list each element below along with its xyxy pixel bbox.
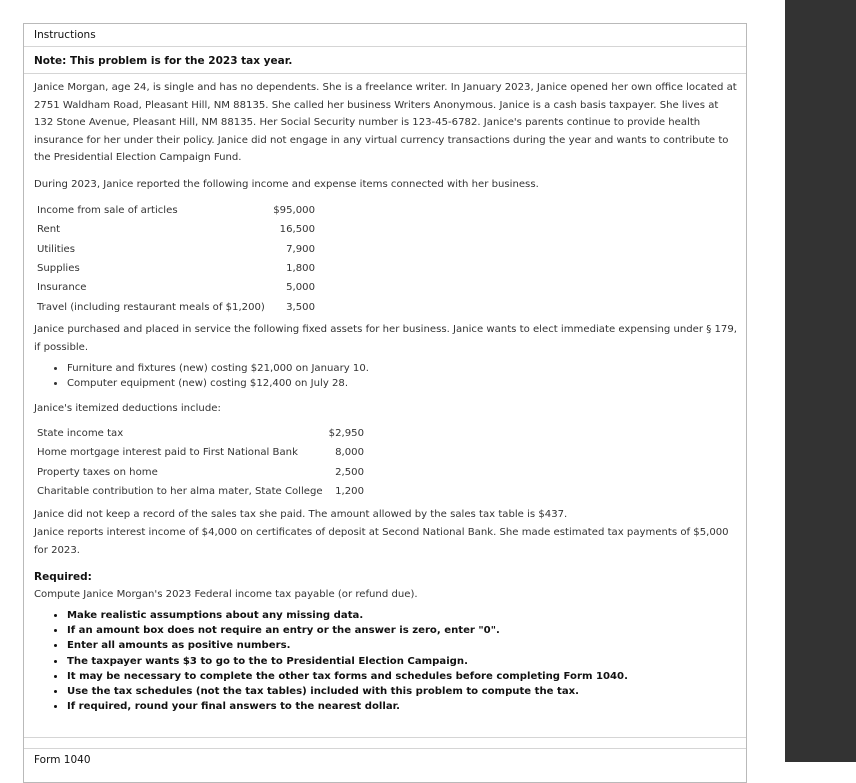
item-value: $2,950: [328, 428, 364, 440]
item-label: Home mortgage interest paid to First National Bank: [37, 447, 298, 459]
item-label: Charitable contribution to her alma mater, State College: [37, 486, 323, 498]
divider: [24, 73, 746, 74]
list-item: • If required, round your final answers to the nearest dollar.: [66, 699, 628, 714]
item-label: Rent: [37, 224, 61, 236]
item-value: 7,900: [286, 243, 315, 255]
item-label: State income tax: [37, 428, 124, 440]
list-item: • Enter all amounts as positive numbers.: [66, 638, 628, 653]
assets-list: [34, 361, 369, 391]
instructions-heading: Instructions: [34, 29, 96, 41]
list-item: • If an amount box does not require an entry or the answer is zero, enter "0".: [66, 623, 628, 638]
list-item: • Furniture and fixtures (new) costing $21,000 on January 10.: [66, 361, 369, 376]
business-items-table: [37, 201, 315, 317]
itemized-deductions-table: [37, 424, 364, 501]
item-label: Supplies: [37, 263, 80, 275]
intro-paragraph: Janice Morgan, age 24, is single and has no dependents. She is a freelance writer. In January 2023, Janice opened her own office located at 2751 Waldham Road, Pleasant Hill, NM 88135. She called her business Writers Anonymous. Janice is a cash basis taxpayer. She lives at 132 Stone Avenue, Pleasant Hill, NM 88135. Her Social Security number is 123-45-6782. Janice's parents continue to provide health insurance for her under their policy. Janice did not engage in any virtual currency transactions during the year and wants to contribute to the Presidential Election Campaign Fund.: [34, 82, 737, 163]
table-row: [37, 424, 364, 443]
item-label: Travel (including restaurant meals of $1,200): [37, 301, 265, 313]
table-row: [37, 259, 315, 278]
list-item: • Use the tax schedules (not the tax tables) included with this problem to compute the tax.: [66, 684, 628, 699]
itemized-intro: Janice's itemized deductions include:: [34, 403, 221, 414]
item-value: 16,500: [279, 224, 315, 236]
table-row: [37, 297, 315, 316]
sales-tax-note: Janice did not keep a record of the sales tax she paid. The amount allowed by the sales tax table is $437.: [34, 509, 568, 520]
required-text: Compute Janice Morgan's 2023 Federal income tax payable (or refund due).: [34, 589, 418, 600]
required-heading: Required:: [34, 571, 92, 583]
requirements-list: [34, 608, 628, 714]
item-label: Income from sale of articles: [37, 205, 178, 217]
list-item: • Make realistic assumptions about any missing data.: [66, 608, 628, 623]
table-row: [37, 443, 364, 462]
table-row: [37, 240, 315, 259]
item-value: 1,200: [335, 486, 364, 498]
item-value: 3,500: [286, 301, 315, 313]
table-row: [37, 482, 364, 501]
item-value: 1,800: [286, 263, 315, 275]
item-label: Utilities: [37, 243, 75, 255]
table-row: [37, 220, 315, 239]
item-value: 2,500: [335, 466, 364, 478]
item-value: 5,000: [286, 282, 315, 294]
item-label: Insurance: [37, 282, 87, 294]
list-item: • The taxpayer wants $3 to go to the to Presidential Election Campaign.: [66, 654, 628, 669]
side-scroll-panel: [785, 0, 856, 762]
item-value: $95,000: [273, 205, 315, 217]
assets-intro: Janice purchased and placed in service the following fixed assets for her business. Janice wants to elect immediate expensing under § 179, if possible.: [34, 324, 737, 353]
form-1040-heading: Form 1040: [34, 754, 91, 766]
divider: [24, 737, 746, 738]
table-row: [37, 201, 315, 220]
divider: [24, 46, 746, 47]
list-item: • Computer equipment (new) costing $12,400 on July 28.: [66, 376, 369, 391]
item-value: 8,000: [335, 447, 364, 459]
list-item: • It may be necessary to complete the other tax forms and schedules before completing Form 1040.: [66, 669, 628, 684]
interest-note: Janice reports interest income of $4,000 on certificates of deposit at Second National Bank. She made estimated tax payments of $5,000 for 2023.: [34, 527, 729, 556]
table-row: [37, 278, 315, 297]
business-intro: During 2023, Janice reported the following income and expense items connected with her business.: [34, 179, 539, 190]
divider: [24, 748, 746, 749]
tax-year-note: Note: This problem is for the 2023 tax year.: [34, 55, 293, 67]
item-label: Property taxes on home: [37, 466, 158, 478]
table-row: [37, 463, 364, 482]
